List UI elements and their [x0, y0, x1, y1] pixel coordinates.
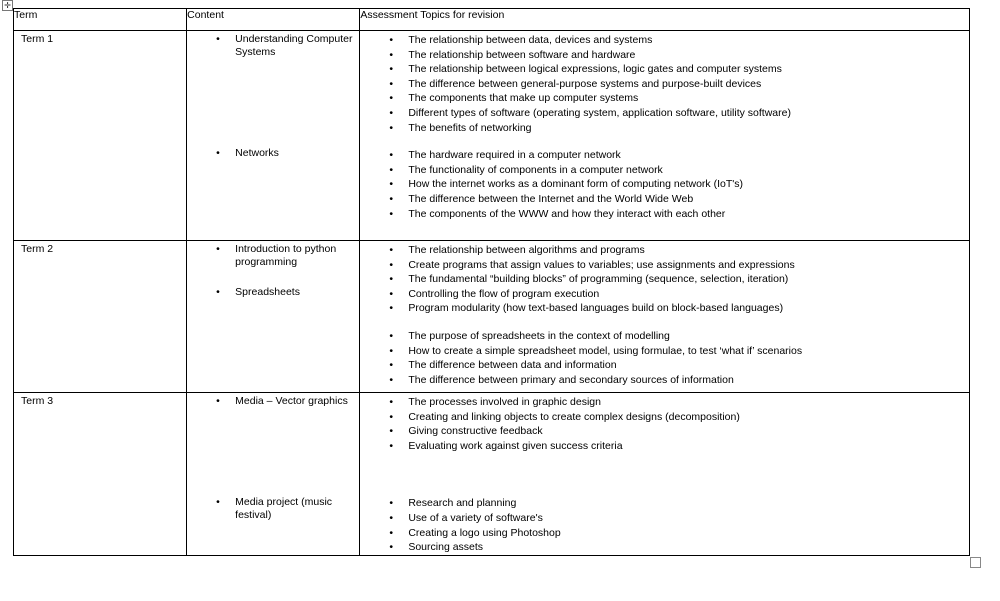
topic-item: • The relationship between data, devices and systems	[408, 33, 969, 48]
topic-list	[360, 31, 969, 135]
term-cell	[14, 393, 187, 556]
topics-cell	[360, 393, 970, 556]
header-term-label: Term	[14, 9, 38, 21]
topic-item: • Creating and linking objects to create complex designs (decomposition)	[408, 410, 969, 425]
topic-item: • The relationship between algorithms and programs	[408, 243, 969, 258]
term-label: Term 3	[21, 395, 54, 407]
topic-list	[360, 241, 969, 316]
topic-item: • The functionality of components in a computer network	[408, 163, 969, 178]
topic-item: • The relationship between software and hardware	[408, 48, 969, 63]
topic-item: • Sourcing assets	[408, 540, 969, 555]
topic-item: • Program modularity (how text-based languages build on block-based languages)	[408, 301, 969, 316]
content-item: • Spreadsheets	[235, 286, 359, 299]
term-cell	[14, 241, 187, 393]
topic-item: • The fundamental “building blocks” of programming (sequence, selection, iteration)	[408, 272, 969, 287]
topic-list	[360, 453, 969, 554]
header-content	[187, 9, 360, 31]
content-item: • Networks	[235, 147, 359, 160]
topic-list	[360, 316, 969, 387]
table-row-term-3	[14, 393, 970, 556]
term-label: Term 2	[21, 243, 54, 255]
table-move-handle-icon[interactable]: ✛	[2, 0, 13, 11]
term-label: Term 1	[21, 33, 54, 45]
content-cell	[187, 31, 360, 241]
table-row-term-2	[14, 241, 970, 393]
table-header-row	[14, 9, 970, 31]
topic-item: • Giving constructive feedback	[408, 424, 969, 439]
topics-cell	[360, 241, 970, 393]
table-resize-handle-icon[interactable]	[970, 557, 981, 568]
term-cell	[14, 31, 187, 241]
topic-list	[360, 393, 969, 453]
content-list	[187, 31, 359, 160]
header-term	[14, 9, 187, 31]
content-item: • Introduction to python programming	[235, 243, 345, 269]
topic-item: • Research and planning	[408, 496, 969, 511]
topics-cell	[360, 31, 970, 241]
topic-item: • The difference between data and information	[408, 358, 969, 373]
content-list	[187, 241, 359, 299]
topic-item: • Evaluating work against given success criteria	[408, 439, 969, 454]
topic-item: • The difference between primary and secondary sources of information	[408, 373, 969, 388]
content-item: • Understanding Computer Systems	[235, 33, 353, 59]
topic-item: • The hardware required in a computer network	[408, 148, 969, 163]
topic-item: • The difference between general-purpose systems and purpose-built devices	[408, 77, 969, 92]
topic-item: • The difference between the Internet and the World Wide Web	[408, 192, 969, 207]
topic-item: • Controlling the flow of program execution	[408, 287, 969, 302]
content-item: • Media – Vector graphics	[235, 395, 359, 408]
table-row-term-1	[14, 31, 970, 241]
content-cell	[187, 241, 360, 393]
topic-item: • Creating a logo using Photoshop	[408, 526, 969, 541]
content-list	[187, 393, 359, 522]
revision-table	[13, 8, 970, 556]
topic-item: • The processes involved in graphic design	[408, 395, 969, 410]
topic-item: • Different types of software (operating system, application software, utility software)	[408, 106, 969, 121]
content-cell	[187, 393, 360, 556]
topic-list	[360, 135, 969, 221]
topic-item: • The components that make up computer systems	[408, 91, 969, 106]
topic-item: • How the internet works as a dominant form of computing network (IoT's)	[408, 177, 969, 192]
topic-item: • How to create a simple spreadsheet model, using formulae, to test ‘what if’ scenarios	[408, 344, 969, 359]
header-content-label: Content	[187, 9, 224, 21]
topic-item: • Use of a variety of software's	[408, 511, 969, 526]
topic-item: • The benefits of networking	[408, 121, 969, 136]
header-topics	[360, 9, 970, 31]
header-topics-label: Assessment Topics for revision	[360, 9, 505, 21]
topic-item: • The components of the WWW and how they interact with each other	[408, 207, 969, 222]
topic-item: • Create programs that assign values to variables; use assignments and expressions	[408, 258, 969, 273]
topic-item: • The relationship between logical expressions, logic gates and computer systems	[408, 62, 969, 77]
topic-item: • The purpose of spreadsheets in the context of modelling	[408, 329, 969, 344]
content-item: • Media project (music festival)	[235, 496, 345, 522]
